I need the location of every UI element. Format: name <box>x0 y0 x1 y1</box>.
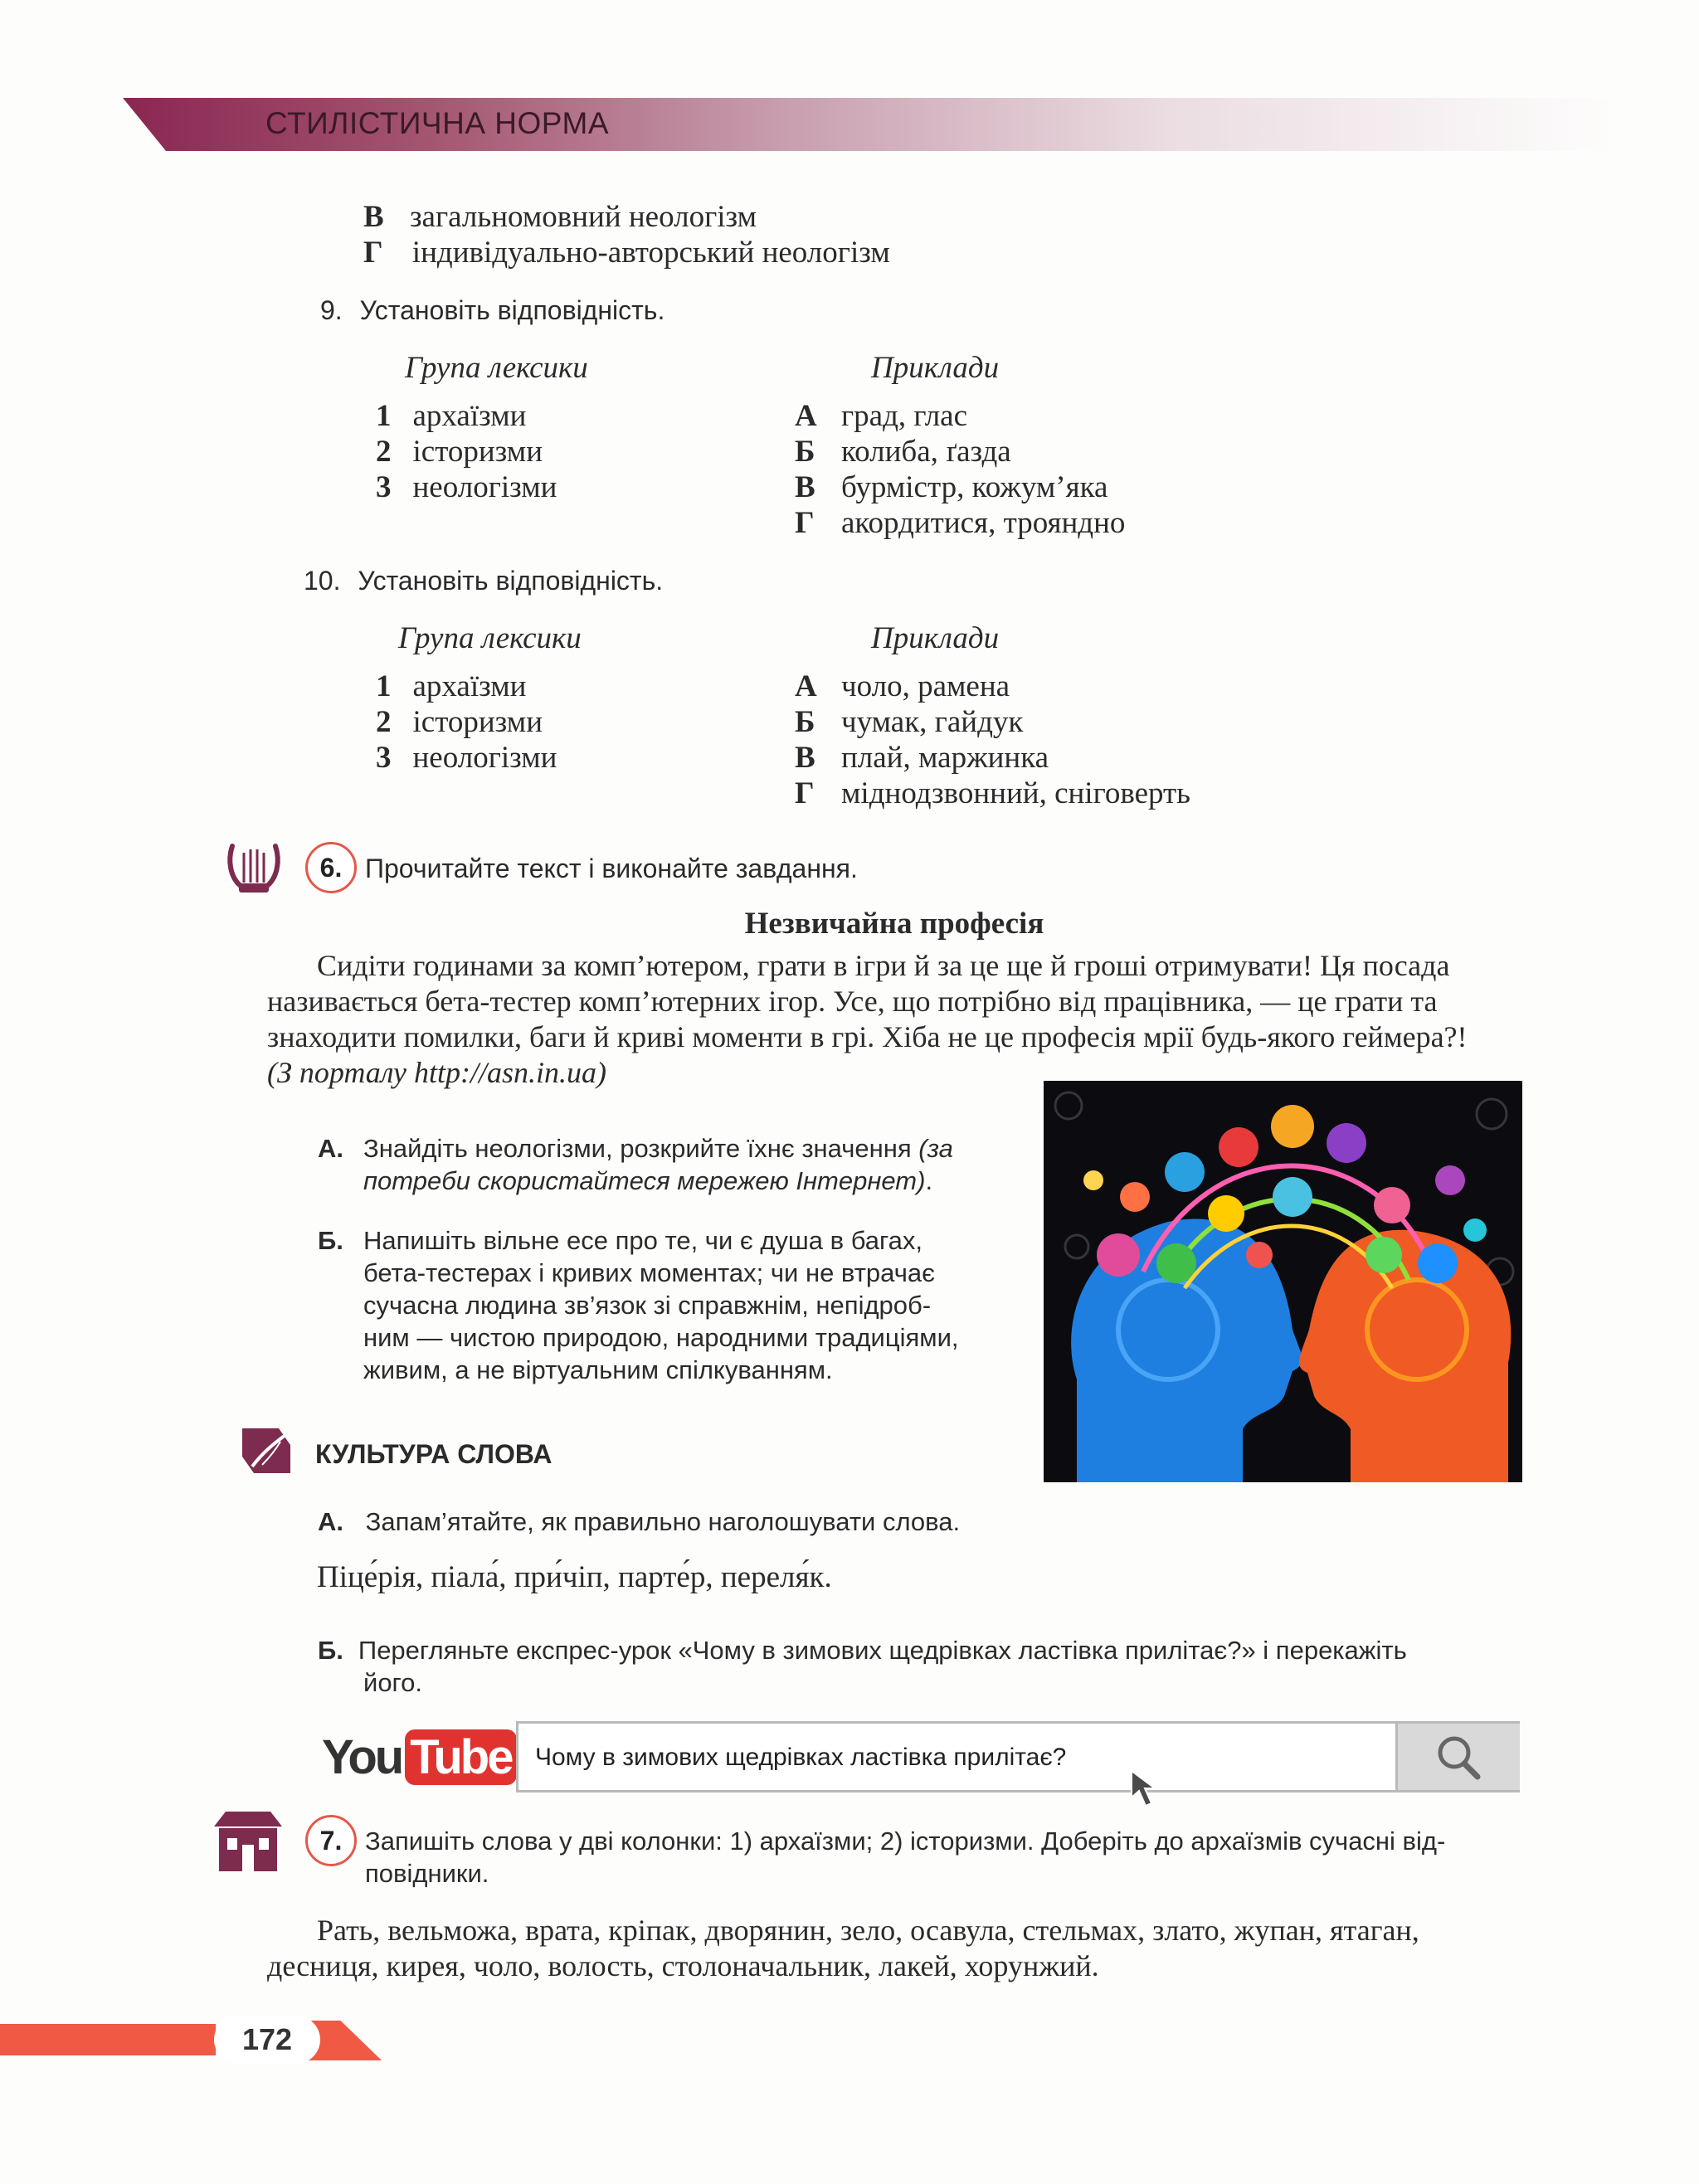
ex7-words-line: Рать, вельможа, врата, кріпак, дворянин, зело, осавула, стельмах, злато, жупан, ятаган, <box>317 1914 1419 1947</box>
q10-right-item: В плай, маржинка <box>795 741 1049 775</box>
task-b-text: Напишіть вільне есе про те, чи є душа в багах, бета-тестерах і кривих моментах; чи не втрачає сучасна людина зв’язок зі справжнім, непідроб- ним — чистою природою, народними традиціями, живим, а не віртуальним спілкуванням. <box>363 1226 959 1384</box>
q10-left-header: Група лексики <box>398 621 582 655</box>
quill-icon <box>237 1420 295 1478</box>
house-icon <box>209 1808 287 1875</box>
question-number: 10. <box>304 566 341 596</box>
q9-left-item: 2 історизми <box>376 435 543 469</box>
search-query: Чому в зимових щедрівках ластівка прилітає? <box>535 1744 1067 1771</box>
stress-words: Піце́рія, піала́, при́чіп, парте́р, переля́к. <box>317 1560 832 1594</box>
q9-right-item: В бурмістр, кожум’яка <box>795 470 1108 504</box>
search-button[interactable] <box>1395 1724 1520 1790</box>
q9-right-item: А град, глас <box>795 399 968 433</box>
q9-left-item: 3 неологізми <box>376 470 557 504</box>
exercise-6-number: 6. <box>305 842 357 893</box>
exercise-7-instruction: Запишіть слова у дві колонки: 1) архаїзми; 2) історизми. Доберіть до архаїзмів сучасні від- повідники. <box>365 1826 1446 1888</box>
question-10: 10. Установіть відповідність. <box>304 566 664 596</box>
q10-right-item: А чоло, рамена <box>795 669 1010 703</box>
culture-title: КУЛЬТУРА СЛОВА <box>315 1439 553 1469</box>
cursor-icon <box>1130 1769 1168 1811</box>
lyre-icon <box>224 838 284 897</box>
q10-right-item: Г міднодзвонний, сніговерть <box>795 776 1191 810</box>
culture-task-b: Б. Перегляньте експрес-урок «Чому в зимових щедрівках ластівка прилітає?» і перекажіть його. <box>318 1636 1407 1697</box>
culture-task-a: А. Запам’ятайте, як правильно наголошувати слова. <box>318 1507 961 1536</box>
text-line: називається бета-тестер комп’ютерних ігор. Усе, що потрібно від працівника, — це грати та <box>267 985 1438 1018</box>
page-number: 172 <box>214 2016 320 2064</box>
exercise-7-number: 7. <box>305 1815 357 1866</box>
q10-left-item: 1 архаїзми <box>376 669 527 703</box>
option-g: Г індивідуально-авторський неологізм <box>363 236 890 270</box>
q9-right-item: Г акордитися, троянднo <box>795 506 1126 540</box>
ex7-words-line: десниця, кирея, чоло, волость, столоначальник, лакей, хорунжий. <box>267 1949 1099 1982</box>
q9-left-item: 1 архаїзми <box>376 399 527 433</box>
q9-right-item: Б колиба, ґазда <box>795 435 1011 469</box>
q9-right-header: Приклади <box>871 351 1000 385</box>
task-b-label: Б. <box>318 1226 343 1255</box>
q10-right-header: Приклади <box>871 621 1000 655</box>
youtube-logo[interactable]: You Tube <box>322 1724 517 1790</box>
text-line: Сидіти годинами за комп’ютером, грати в ігри й за це ще й гроші отримувати! Ця посада <box>317 949 1450 982</box>
task-a-label: А. <box>318 1134 343 1163</box>
text-source: (З порталу http://asn.in.ua) <box>267 1056 606 1089</box>
exercise-6-instruction: Прочитайте текст і виконайте завдання. <box>365 854 858 883</box>
q10-right-item: Б чумак, гайдук <box>795 705 1024 739</box>
q10-left-item: 2 історизми <box>376 705 543 739</box>
q9-left-header: Група лексики <box>405 351 588 385</box>
footer-bar <box>0 2024 216 2055</box>
heads-illustration <box>1044 1081 1522 1482</box>
q10-left-item: 3 неологізми <box>376 741 557 775</box>
option-v: В загальномовний неологізм <box>363 200 757 234</box>
text-title: Незвичайна професія <box>744 907 1044 941</box>
section-title: СТИЛІСТИЧНА НОРМА <box>265 106 610 140</box>
question-number: 9. <box>320 295 343 325</box>
search-icon <box>1398 1724 1520 1790</box>
question-9: 9. Установіть відповідність. <box>320 295 665 325</box>
text-line: знаходити помилки, баги й криві моменти в грі. Хіба не це професія мрії будь-якого геймера?! <box>267 1020 1468 1053</box>
task-a-text: Знайдіть неологізми, розкрийте їхнє значення (за потреби скористайтеся мережею Інтернет). <box>363 1134 953 1195</box>
